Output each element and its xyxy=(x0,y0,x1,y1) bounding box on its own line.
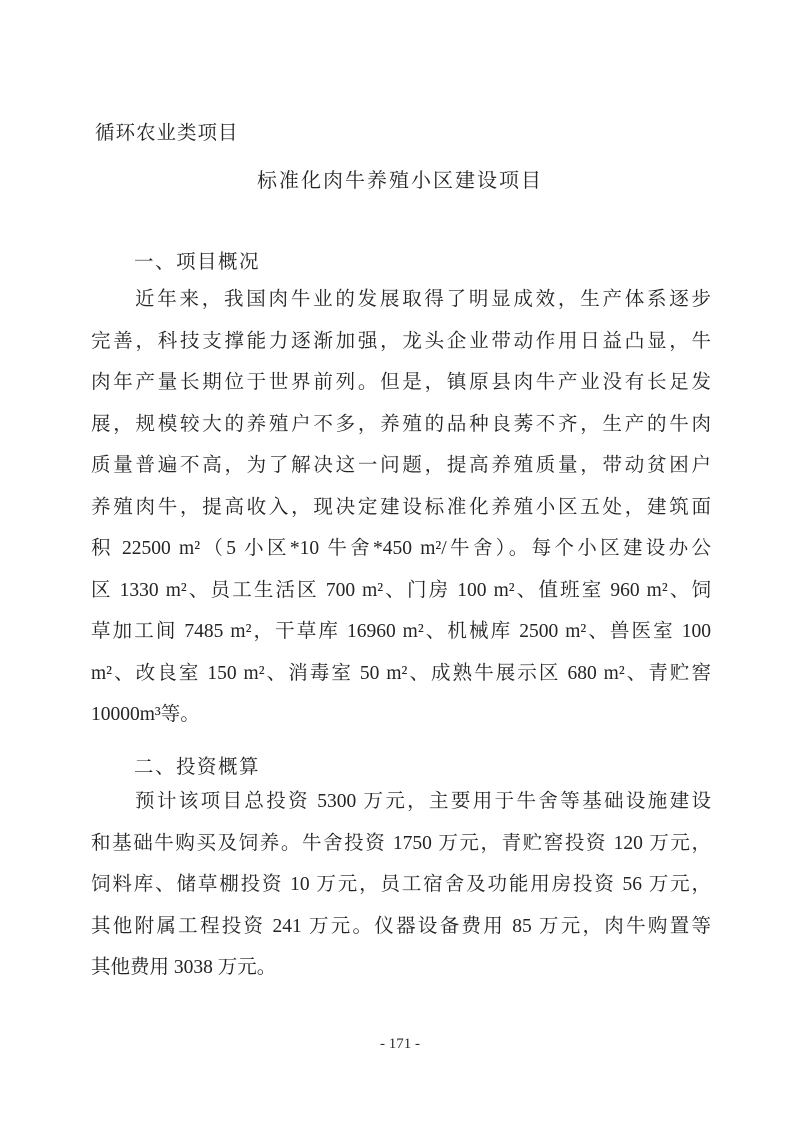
text-line: 展，规模较大的养殖户不多，养殖的品种良莠不齐，生产的牛肉 xyxy=(91,413,711,435)
text-line: 预计该项目总投资 5300 万元，主要用于牛舍等基础设施建设 xyxy=(135,791,711,812)
document-title: 标准化肉牛养殖小区建设项目 xyxy=(257,170,543,192)
text-line: 质量普遍不高，为了解决这一问题，提高养殖质量，带动贫困户 xyxy=(91,455,711,476)
text-line: 和基础牛购买及饲养。牛舍投资 1750 万元，青贮窖投资 120 万元， xyxy=(91,832,711,854)
text-line: 其他费用 3038 万元。 xyxy=(91,957,277,978)
text-line: 积 22500 m²（5 小区*10 牛舍*450 m²/牛舍）。每个小区建设办公 xyxy=(91,538,711,559)
text-line: 养殖肉牛，提高收入，现决定建设标准化养殖小区五处，建筑面 xyxy=(91,496,711,518)
section-2-paragraph xyxy=(91,781,711,989)
text-line: 肉年产量长期位于世界前列。但是，镇原县肉牛产业没有长足发 xyxy=(91,372,711,393)
text-line: 区 1330 m²、员工生活区 700 m²、门房 100 m²、值班室 960 m²、饲 xyxy=(91,579,711,601)
page-number: - 171 - xyxy=(380,1036,420,1052)
section-1-heading: 一、项目概况 xyxy=(134,252,261,273)
text-line: 完善，科技支撑能力逐渐加强，龙头企业带动作用日益凸显，牛 xyxy=(91,330,711,352)
section-1-paragraph xyxy=(91,279,711,736)
text-line: 10000m³等。 xyxy=(91,704,200,725)
text-line: 草加工间 7485 m²，干草库 16960 m²、机械库 2500 m²、兽医室 100 xyxy=(91,621,711,642)
text-line: 饲料库、储草棚投资 10 万元，员工宿舍及功能用房投资 56 万元， xyxy=(91,874,711,895)
category-label: 循环农业类项目 xyxy=(95,123,239,144)
text-line: 其他附属工程投资 241 万元。仪器设备费用 85 万元，肉牛购置等 xyxy=(91,915,711,937)
text-line: m²、改良室 150 m²、消毒室 50 m²、成熟牛展示区 680 m²、青贮窖 xyxy=(91,662,711,684)
page-footer xyxy=(0,1035,800,1053)
section-2-heading: 二、投资概算 xyxy=(134,757,261,778)
text-line: 近年来，我国肉牛业的发展取得了明显成效，生产体系逐步 xyxy=(135,289,711,310)
